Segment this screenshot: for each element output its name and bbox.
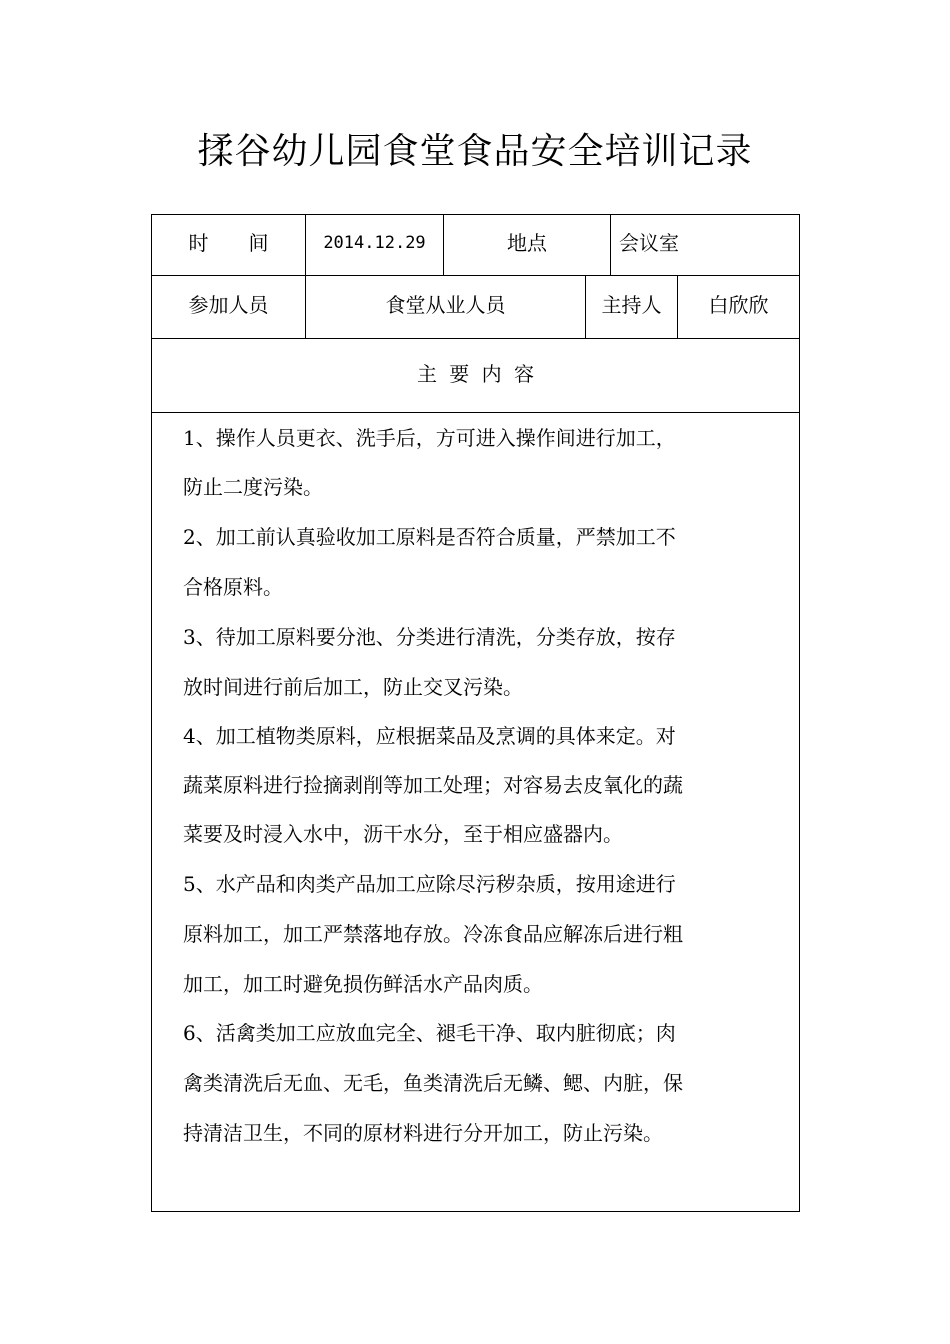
time-label: 时 间 [188, 231, 269, 255]
content-line: 放时间进行前后加工，防止交叉污染。 [183, 675, 523, 699]
content-line: 加工，加工时避免损伤鲜活水产品肉质。 [183, 972, 543, 996]
content-line: 2、加工前认真验收加工原料是否符合质量，严禁加工不 [183, 525, 676, 549]
content-line: 合格原料。 [183, 575, 283, 599]
content-line: 1、操作人员更衣、洗手后，方可进入操作间进行加工， [183, 426, 676, 450]
table-border-right [799, 214, 800, 1212]
content-line: 3、待加工原料要分池、分类进行清洗，分类存放，按存 [183, 625, 676, 649]
content-line: 6、活禽类加工应放血完全、褪毛干净、取内脏彻底；肉 [183, 1021, 676, 1045]
row-divider [151, 412, 800, 413]
content-line: 持清洁卫生，不同的原材料进行分开加工，防止污染。 [183, 1121, 663, 1145]
host-label: 主持人 [601, 293, 662, 317]
location-label: 地点 [507, 231, 547, 255]
location-value: 会议室 [619, 231, 679, 255]
page-title: 揉谷幼儿园食堂食品安全培训记录 [197, 131, 753, 172]
content-line: 防止二度污染。 [183, 475, 323, 499]
table-border-bottom [151, 1211, 800, 1212]
content-line: 菜要及时浸入水中，沥干水分，至于相应盛器内。 [183, 822, 623, 846]
content-line: 原料加工，加工严禁落地存放。冷冻食品应解冻后进行粗 [183, 922, 683, 946]
content-line: 禽类清洗后无血、无毛，鱼类清洗后无鳞、鳃、内脏，保 [183, 1071, 683, 1095]
row-divider [151, 338, 800, 339]
content-line: 5、水产品和肉类产品加工应除尽污秽杂质，按用途进行 [183, 872, 676, 896]
content-line: 4、加工植物类原料，应根据菜品及烹调的具体来定。对 [183, 724, 676, 748]
row-divider [151, 275, 800, 276]
participants-value: 食堂从业人员 [385, 293, 506, 317]
table-border-top [151, 214, 800, 215]
participants-label: 参加人员 [188, 293, 269, 317]
content-line: 蔬菜原料进行捡摘剥削等加工处理；对容易去皮氧化的蔬 [183, 773, 683, 797]
time-value: 2014.12.29 [323, 233, 426, 253]
host-value: 白欣欣 [708, 293, 769, 317]
content-header: 主 要 内 容 [416, 362, 535, 386]
column-divider [610, 214, 611, 276]
